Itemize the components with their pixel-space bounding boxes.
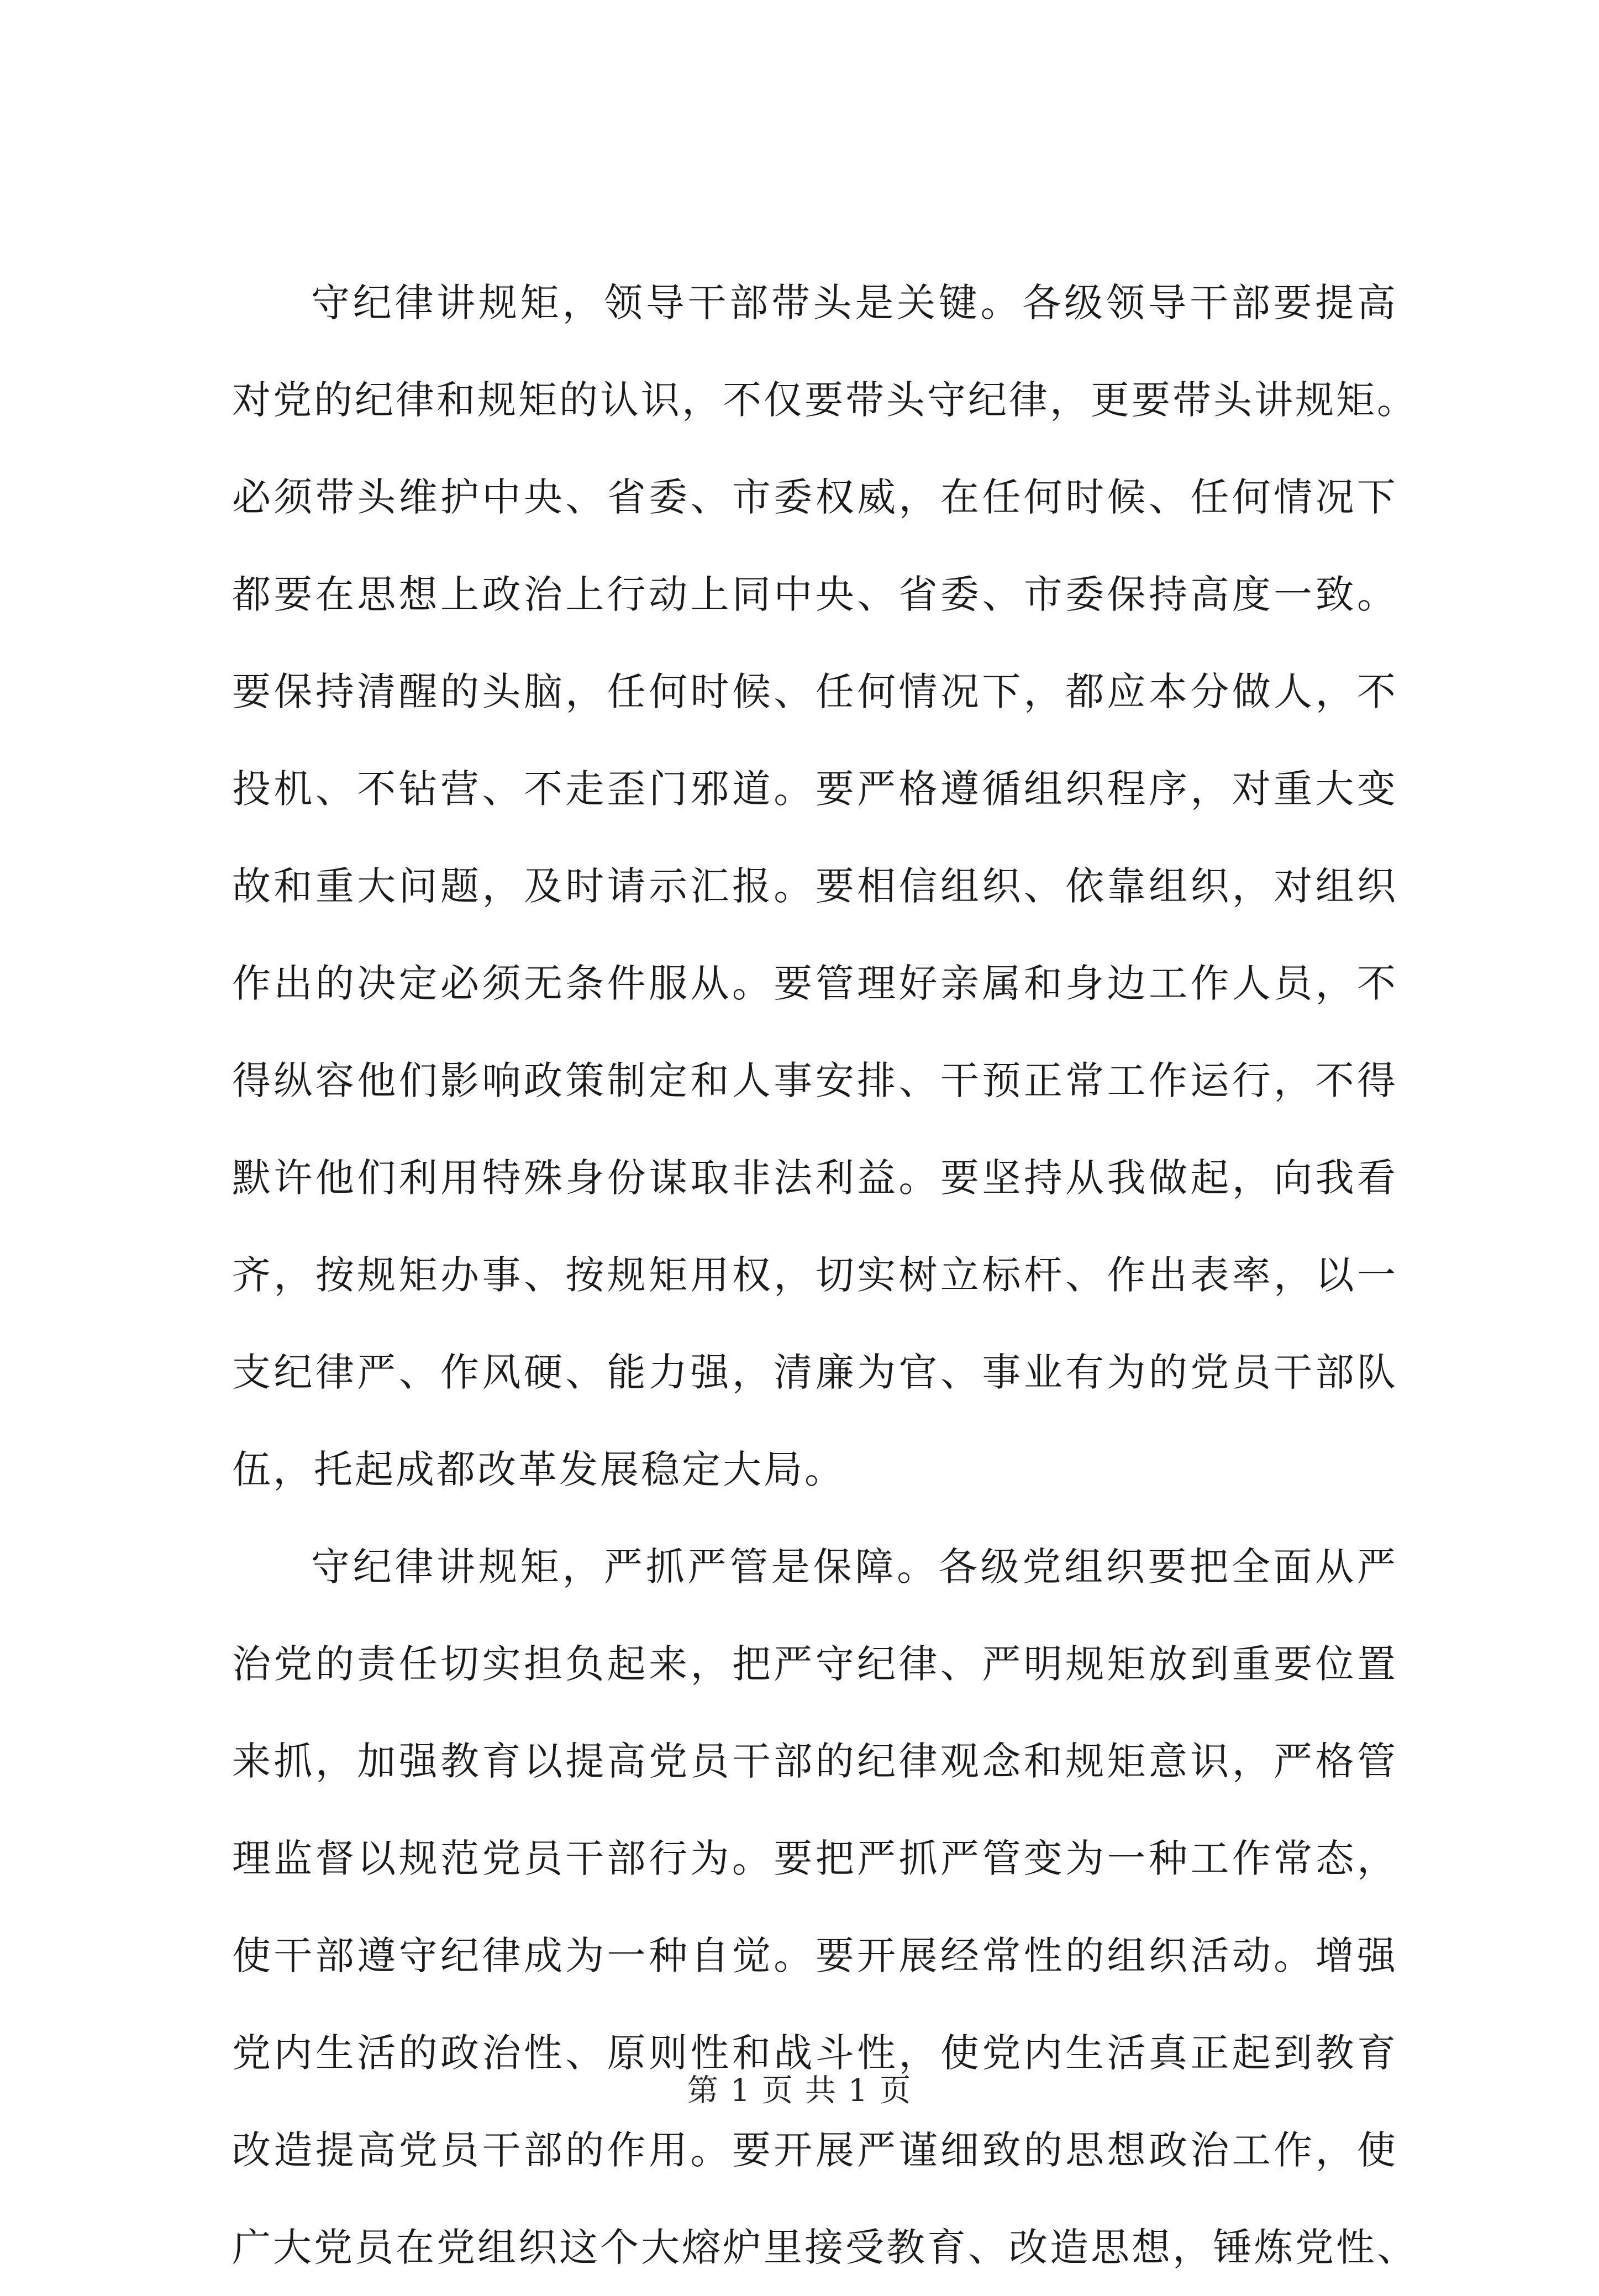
paragraph-line: 伍，托起成都改革发展稳定大局。 xyxy=(232,1447,845,1492)
paragraph-line: 支纪律严、作风硬、能力强，清廉为官、事业有为的党员干部队 xyxy=(232,1350,1398,1395)
paragraph-line: 广大党员在党组织这个大熔炉里接受教育、改造思想，锤炼党性、 xyxy=(232,2225,1418,2270)
paragraph-line: 齐，按规矩办事、按规矩用权，切实树立标杆、作出表率，以一 xyxy=(232,1252,1398,1298)
paragraph-1 xyxy=(232,254,1418,1518)
paragraph-line: 作出的决定必须无条件服从。要管理好亲属和身边工作人员，不 xyxy=(232,961,1398,1006)
document-body xyxy=(232,254,1418,2296)
paragraph-line: 得纵容他们影响政策制定和人事安排、干预正常工作运行，不得 xyxy=(232,1058,1398,1103)
paragraph-line: 默许他们利用特殊身份谋取非法利益。要坚持从我做起，向我看 xyxy=(232,1155,1398,1200)
paragraph-line: 改造提高党员干部的作用。要开展严谨细致的思想政治工作，使 xyxy=(232,2128,1398,2173)
paragraph-line: 使干部遵守纪律成为一种自觉。要开展经常性的组织活动。增强 xyxy=(232,1933,1398,1978)
paragraph-line: 来抓，加强教育以提高党员干部的纪律观念和规矩意识，严格管 xyxy=(232,1739,1398,1784)
paragraph-line: 守纪律讲规矩，领导干部带头是关键。各级领导干部要提高 xyxy=(311,280,1398,325)
page-number-footer: 第 1 页 共 1 页 xyxy=(687,2073,912,2109)
paragraph-line: 治党的责任切实担负起来，把严守纪律、严明规矩放到重要位置 xyxy=(232,1641,1398,1687)
paragraph-2 xyxy=(232,1518,1418,2296)
paragraph-line: 故和重大问题，及时请示汇报。要相信组织、依靠组织，对组织 xyxy=(232,863,1398,909)
paragraph-line: 投机、不钻营、不走歪门邪道。要严格遵循组织程序，对重大变 xyxy=(232,766,1398,812)
paragraph-line: 对党的纪律和规矩的认识，不仅要带头守纪律，更要带头讲规矩。 xyxy=(232,377,1418,423)
paragraph-line: 党内生活的政治性、原则性和战斗性，使党内生活真正起到教育 xyxy=(232,2030,1398,2076)
paragraph-line: 都要在思想上政治上行动上同中央、省委、市委保持高度一致。 xyxy=(232,572,1398,617)
paragraph-line: 必须带头维护中央、省委、市委权威，在任何时候、任何情况下 xyxy=(232,475,1398,520)
paragraph-line: 守纪律讲规矩，严抓严管是保障。各级党组织要把全面从严 xyxy=(311,1544,1398,1589)
paragraph-line: 理监督以规范党员干部行为。要把严抓严管变为一种工作常态， xyxy=(232,1836,1398,1881)
paragraph-line: 要保持清醒的头脑，任何时候、任何情况下，都应本分做人，不 xyxy=(232,669,1398,714)
